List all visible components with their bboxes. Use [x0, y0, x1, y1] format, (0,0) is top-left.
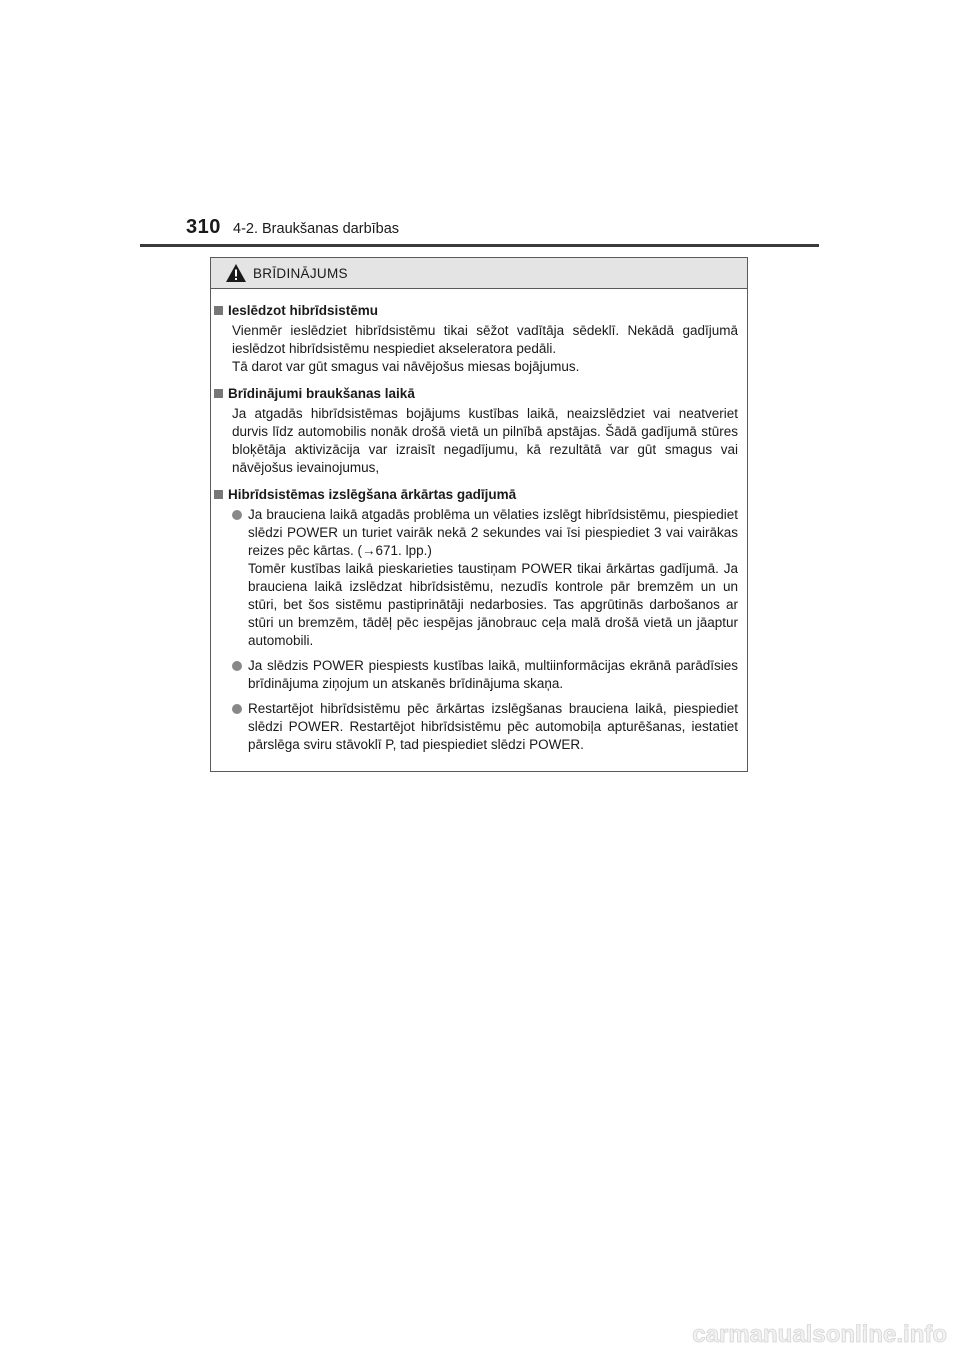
paragraph: Tā darot var gūt smagus vai nāvējošus miesas bojājumus.	[232, 359, 580, 374]
page-number: 310	[186, 216, 221, 238]
section-heading-text: Hibrīdsistēmas izslēgšana ārkārtas gadījumā	[228, 487, 517, 502]
paragraph: Ja atgadās hibrīdsistēmas bojājums kustības laikā, neaizslēdziet vai neatveriet durvis līdz automobilis nonāk drošā vietā un pilnībā apstājas. Šādā gadījumā stūres bloķētāja aktivizācija var izraisīt negadījumu, kā rezultātā var gūt smagus vai nāvējošus ievainojumus,	[232, 406, 738, 475]
square-bullet-icon	[214, 490, 223, 499]
circle-bullet-icon	[232, 704, 242, 714]
list-item-text: Ja slēdzis POWER piespiests kustības laikā, multiinformācijas ekrānā parādīsies brīdinājuma ziņojum un atskanēs brīdinājuma skaņa.	[248, 658, 738, 691]
section-heading-text: Brīdinājumi braukšanas laikā	[228, 386, 415, 401]
section-title: 4-2. Braukšanas darbības	[233, 221, 400, 237]
list-item-text: Restartējot hibrīdsistēmu pēc ārkārtas izslēgšanas brauciena laikā, piespiediet slēdzi POWER. Restartējot hibrīdsistēmu pēc automobiļa apturēšanas, iestatiet pārslēga sviru stāvoklī P, tad piespiediet slēdzi POWER.	[248, 701, 738, 752]
square-bullet-icon	[214, 306, 223, 315]
warning-body	[211, 289, 747, 754]
header-rule	[140, 244, 819, 247]
watermark-logo	[652, 1314, 952, 1352]
warning-triangle-icon	[225, 263, 247, 283]
circle-bullet-icon	[232, 661, 242, 671]
warning-box	[210, 257, 748, 772]
list-item-text	[248, 506, 738, 650]
warning-header	[211, 258, 747, 289]
paragraph: Vienmēr ieslēdziet hibrīdsistēmu tikai sēžot vadītāja sēdeklī. Nekādā gadījumā ieslēdzot hibrīdsistēmu nespiediet akseleratora pedāli.	[232, 323, 738, 356]
circle-bullet-icon	[232, 510, 242, 520]
list-item	[232, 657, 738, 693]
warning-label: BRĪDINĀJUMS	[253, 265, 348, 281]
section-heading-text: Ieslēdzot hibrīdsistēmu	[228, 303, 379, 318]
section-heading-starting	[214, 301, 741, 320]
section-heading-emergency-stop	[214, 485, 741, 504]
watermark-text: carmanualsonline.info	[692, 1321, 947, 1348]
square-bullet-icon	[214, 389, 223, 398]
list-item	[232, 506, 738, 650]
list-item	[232, 700, 738, 754]
list-item-line: Tomēr kustības laikā pieskarieties taustiņam POWER tikai ārkārtas gadījumā. Ja brauciena laikā izslēdzat hibrīdsistēmu, nezudīs kontrole pār bremzēm un un stūri, bet šos sistēmu pastiprinātāji nedarbosies. Tas apgrūtinās darbošanos ar stūri un bremzēm, tādēļ pēc iespējas jānobrauc ceļa malā drošā vietā un jāaptur automobili.	[248, 561, 738, 648]
section-heading-driving-warnings	[214, 384, 741, 403]
list-item-line: Ja brauciena laikā atgadās problēma un vēlaties izslēgt hibrīdsistēmu, piespiediet slēdzi POWER un turiet vairāk nekā 2 sekundes vai īsi piespiediet 3 vai vairākas reizes pēc kārtas. (→671. lpp.)	[248, 507, 738, 558]
